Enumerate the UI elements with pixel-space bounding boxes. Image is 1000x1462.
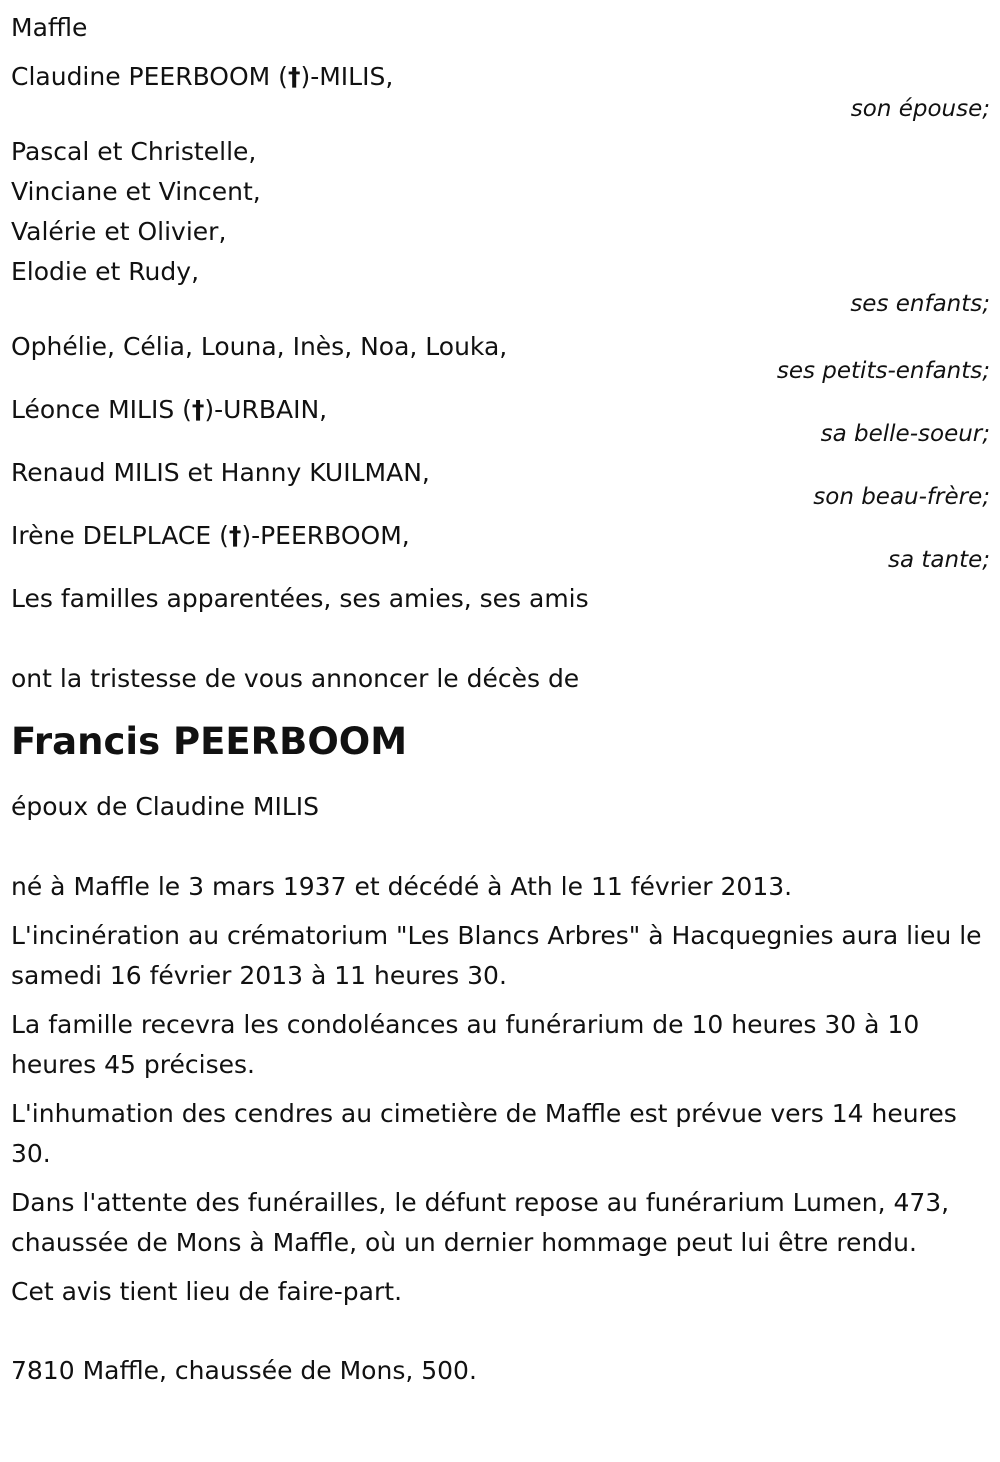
- sister-in-law-relation: sa belle-soeur;: [820, 421, 990, 447]
- brother-in-law-relation: son beau-frère;: [813, 484, 990, 510]
- faire-part-note: Cet avis tient lieu de faire-part.: [11, 1277, 403, 1306]
- spouse-name-part2: )-MILIS,: [300, 62, 394, 91]
- spouse-name: [11, 57, 990, 97]
- cross-icon: †: [191, 395, 205, 424]
- spacer: [11, 1321, 990, 1351]
- deceased-spouse-line: époux de Claudine MILIS: [11, 792, 319, 821]
- aunt-relation: sa tante;: [888, 547, 990, 573]
- cross-icon: †: [287, 62, 301, 91]
- children-relation: ses enfants;: [850, 291, 990, 317]
- birth-death-info: né à Maffle le 3 mars 1937 et décédé à Ath le 11 février 2013.: [11, 872, 793, 901]
- grandchildren-relation: ses petits-enfants;: [776, 358, 990, 384]
- spouse-relation: son épouse;: [850, 96, 990, 122]
- sister-in-law-name-part1: Léonce MILIS (: [11, 395, 192, 424]
- spacer: [11, 827, 990, 867]
- other-relatives: Les familles apparentées, ses amies, ses amis: [11, 584, 589, 613]
- announcement-text: ont la tristesse de vous annoncer le décès de: [11, 664, 580, 693]
- spouse-name-part1: Claudine PEERBOOM (: [11, 62, 288, 91]
- brother-in-law-name: Renaud MILIS et Hanny KUILMAN,: [11, 458, 430, 487]
- cremation-info: L'incinération au crématorium "Les Blancs Arbres" à Hacquegnies aura lieu le samedi 16 février 2013 à 11 heures 30.: [11, 921, 982, 990]
- grandchildren-names: Ophélie, Célia, Louna, Inès, Noa, Louka,: [11, 332, 508, 361]
- locality: Maffle: [11, 13, 88, 42]
- burial-info: L'inhumation des cendres au cimetière de Maffle est prévue vers 14 heures 30.: [11, 1099, 957, 1168]
- aunt-block: [11, 516, 990, 574]
- sister-in-law-block: [11, 390, 990, 448]
- spacer: [11, 619, 990, 659]
- sister-in-law-name-part2: )-URBAIN,: [204, 395, 328, 424]
- funerarium-info: Dans l'attente des funérailles, le défunt repose au funérarium Lumen, 473, chaussée de Mons à Maffle, où un dernier hommage peut lui être rendu.: [11, 1188, 950, 1257]
- children-block: [11, 132, 990, 318]
- grandchildren-block: [11, 327, 990, 385]
- child-line: Pascal et Christelle,: [11, 137, 257, 166]
- condolences-info: La famille recevra les condoléances au funérarium de 10 heures 30 à 10 heures 45 précises.: [11, 1010, 920, 1079]
- spouse-block: [11, 57, 990, 123]
- child-line: Elodie et Rudy,: [11, 257, 200, 286]
- brother-in-law-block: [11, 453, 990, 511]
- aunt-name-part2: )-PEERBOOM,: [241, 521, 410, 550]
- child-line: Valérie et Olivier,: [11, 217, 227, 246]
- child-line: Vinciane et Vincent,: [11, 177, 261, 206]
- cross-icon: †: [228, 521, 242, 550]
- aunt-name-part1: Irène DELPLACE (: [11, 521, 229, 550]
- family-address: 7810 Maffle, chaussée de Mons, 500.: [11, 1356, 477, 1385]
- deceased-name: Francis PEERBOOM: [11, 720, 408, 763]
